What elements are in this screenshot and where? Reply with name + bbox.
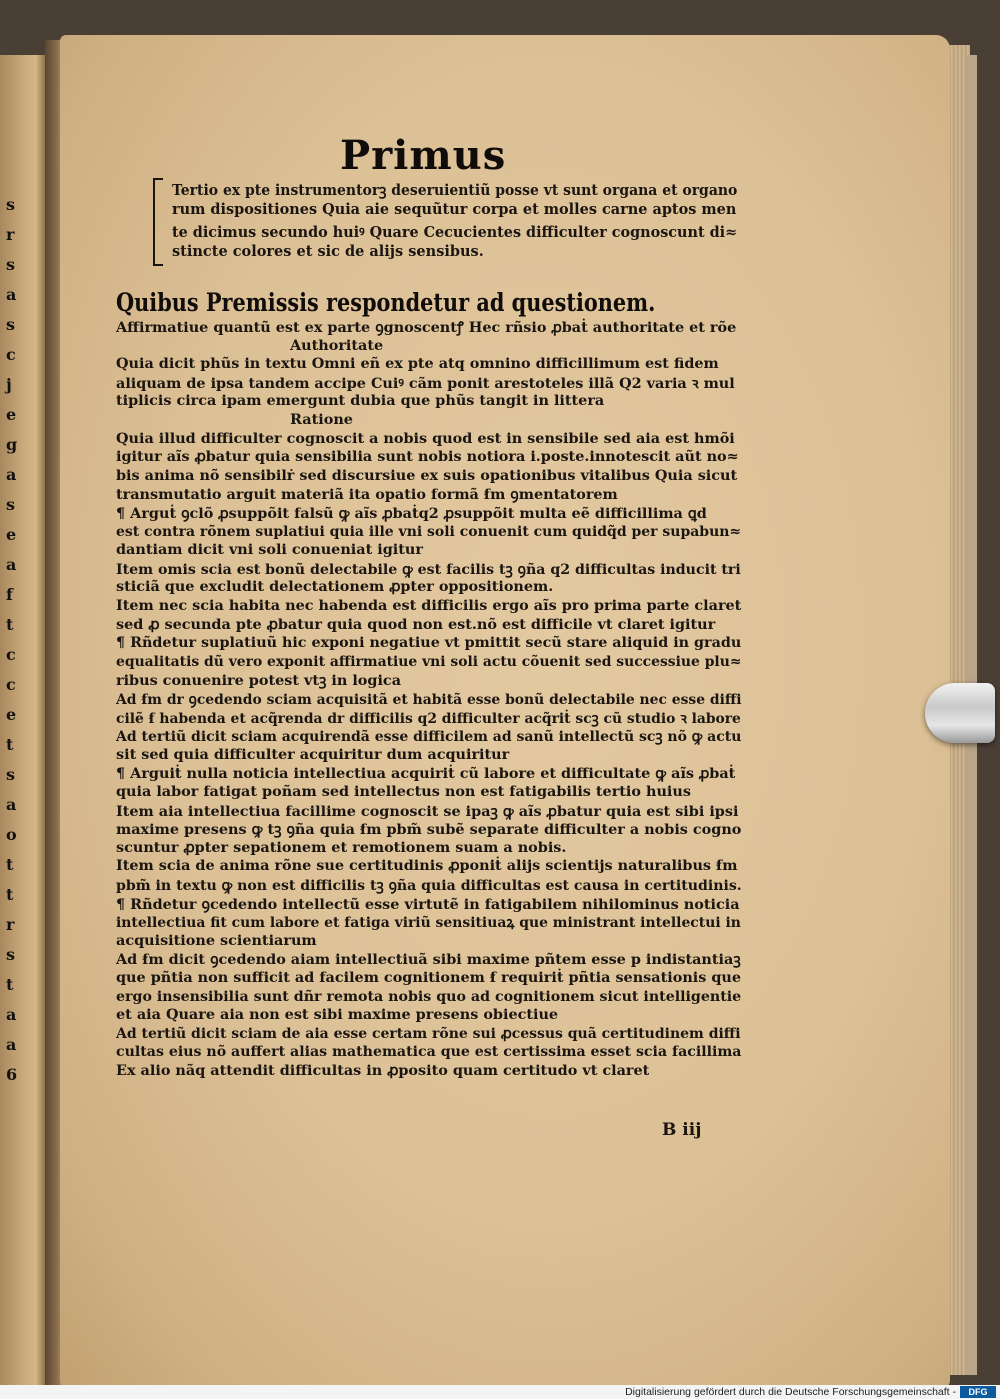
margin-character: t <box>6 615 14 634</box>
body-line: maxime presens ꝙ tꝫ ꝯña quia ẜm pbm̃ subẽ separate difficulter a nobis cogno <box>116 821 742 839</box>
signature-mark: B iij <box>662 1120 702 1140</box>
body-line: Ex alio nãq attendit difficultas in ꝓposito quam certitudo vt claret <box>116 1062 650 1079</box>
intro-line: stincte colores et sic de alijs sensibus. <box>172 243 484 260</box>
body-line: acquisitione scientiarum <box>116 931 317 949</box>
body-line: Ad tertiũ dicit sciam acquirendã esse difficilem ad sanũ intellectũ scꝫ nõ ꝙ actu <box>116 728 742 746</box>
body-line: sticiã que excludit delectationem ꝓpter oppositionem. <box>116 578 554 596</box>
margin-character: a <box>6 285 17 304</box>
body-line: ¶ Arguṫ ꝯclõ ꝓsuppõit falsũ ꝙ aĩs ꝓbaṫq2 ꝓsuppõit multa eẽ difficillima ꝗd <box>116 505 707 522</box>
margin-character: a <box>6 465 17 484</box>
body-line: cultas eius nõ auffert alias mathematica que est certissima esset scia facillima <box>116 1043 742 1061</box>
body-line: ¶ Rñdetur suplatiuũ hic exponi negatiue vt pmittit secũ stare aliquid in gradu <box>116 634 742 652</box>
body-line: quia labor fatigat poñam sed intellectus non est fatigabilis tertio huius <box>116 783 691 800</box>
footer-credit: Digitalisierung gefördert durch die Deutsche Forschungsgemeinschaft - <box>625 1386 956 1398</box>
body-line: sed ꝓ secunda pte ꝓbatur quia quod non est.nõ est difficile vt claret igitur <box>116 615 716 633</box>
body-line: dantiam dicit vni soli conueniat igitur <box>116 541 423 559</box>
margin-character: c <box>6 645 16 664</box>
dfg-logo: DFG <box>960 1386 996 1398</box>
margin-character: r <box>6 225 15 244</box>
margin-character: c <box>6 345 16 364</box>
margin-character: t <box>6 975 14 994</box>
body-line: intellectiua fit cum labore et fatiga viriũ sensitiuaꝝ que ministrant intellectui in <box>116 914 741 932</box>
body-line: igitur aĩs ꝓbatur quia sensibilia sunt nobis notiora i.poste.innotescit aũt no≈ <box>116 448 739 466</box>
margin-character: s <box>6 195 16 214</box>
body-line: Item nec scia habita nec habenda est difficilis ergo aĩs pro prima parte claret <box>116 597 742 614</box>
margin-character: f <box>6 585 13 604</box>
body-line: Ad ẜm dr ꝯcedendo sciam acquisitã et habitã esse bonũ delectabile nec esse diffi <box>116 691 742 708</box>
tab-marker <box>925 683 995 743</box>
margin-character: e <box>6 705 17 724</box>
body-line: scuntur ꝓpter sepationem et remotionem suam a nobis. <box>116 838 567 856</box>
body-line: Ratione <box>290 411 353 428</box>
running-head: Primus <box>340 132 507 179</box>
intro-line: rum dispositiones Quia aie sequũtur corpa et molles carne aptos men <box>172 201 737 218</box>
margin-character: 6 <box>6 1065 18 1084</box>
margin-character: s <box>6 945 16 964</box>
body-line: equalitatis dũ vero exponit affirmatiue vni soli actu cõuenit sed successiue plu≈ <box>116 652 742 670</box>
body-line: Item omis scia est bonũ delectabile ꝙ est facilis tꝫ ꝯña q2 difficultas inducit tri <box>116 560 741 578</box>
margin-character: t <box>6 735 14 754</box>
margin-character: e <box>6 405 17 424</box>
body-line: et aia Quare aia non est sibi maxime presens obiectiue <box>116 1006 559 1024</box>
intro-line: te dicimus secundo huiꝰ Quare Cecucientes difficulter cognoscunt di≈ <box>172 224 738 241</box>
margin-character: a <box>6 795 17 814</box>
margin-character: g <box>6 435 18 454</box>
margin-character: r <box>6 915 15 934</box>
body-line: sit sed quia difficulter acquiritur dum acquiritur <box>116 745 510 763</box>
body-line: ¶ Arguiṫ nulla noticia intellectiua acquiriṫ cũ labore et difficultate ꝙ aĩs ꝓbaṫ <box>116 765 736 783</box>
body-line: tiplicis circa ipam emergunt dubia que phũs tangit in littera <box>116 392 605 410</box>
body-line: transmutatio arguit materiã ita opatio formã ẜm ꝯmentatorem <box>116 486 618 504</box>
margin-character: s <box>6 495 16 514</box>
body-line: Item scia de anima rõne sue certitudinis ꝓponiṫ alijs scientijs naturalibus ẜm <box>116 857 738 875</box>
margin-character: j <box>6 375 12 394</box>
body-line: bis anima nõ sensibilṙ sed discursiue ex suis opationibus vitalibus Quia sicut <box>116 466 738 484</box>
margin-character: t <box>6 885 14 904</box>
footer-bar <box>0 1385 1000 1399</box>
body-line: ¶ Rñdetur ꝯcedendo intellectũ esse virtutẽ in fatigabilem nihilominus noticia <box>116 895 740 913</box>
body-line: Ad tertiũ dicit sciam de aia esse certam rõne sui ꝓcessus quã certitudinem diffi <box>116 1024 741 1042</box>
body-line: que pñtia non sufficit ad facilem cognitionem ẜ requiriṫ pñtia sensationis que <box>116 969 742 986</box>
margin-character: o <box>6 825 17 844</box>
margin-character: a <box>6 1005 17 1024</box>
body-line: Quia dicit phũs in textu Omni eñ ex pte atq omnino difficillimum est fidem <box>116 355 719 373</box>
body-line: Item aia intellectiua facillime cognoscit se ipaꝫ ꝙ aĩs ꝓbatur quia est sibi ipsi <box>116 802 739 820</box>
body-line: cilẽ ẜ habenda et acq̃renda dr difficilis q2 difficulter acq̃riṫ scꝫ cũ studio ꝛ labore <box>116 709 741 727</box>
margin-character: s <box>6 255 16 274</box>
intro-bracket <box>153 178 163 266</box>
margin-character: s <box>6 315 16 334</box>
section-heading: Quibus Premissis respondetur ad questionem. <box>116 288 656 317</box>
body-line: Affirmatiue quantũ est ex parte ꝯgnoscentꝭ Hec rñsio ꝓbaṫ authoritate et rõe <box>116 319 737 336</box>
body-line: aliquam de ipsa tandem accipe Cuiꝰ cãm ponit arestoteles illã Q2 varia ꝛ mul <box>116 374 735 392</box>
body-line: Ad ẜm dicit ꝯcedendo aiam intellectiuã sibi maxime pñtem esse p indistantiaꝫ <box>116 951 741 969</box>
body-line: Quia illud difficulter cognoscit a nobis quod est in sensibile sed aia est hmõi <box>116 429 735 447</box>
body-line: ergo insensibilia sunt dñr remota nobis quo ad cognitionem sicut intelligentie <box>116 987 742 1005</box>
margin-character: t <box>6 855 14 874</box>
body-line: ribus conuenire potest vtꝫ in logica <box>116 672 402 690</box>
margin-character: e <box>6 525 17 544</box>
margin-character: a <box>6 555 17 574</box>
margin-character: a <box>6 1035 17 1054</box>
body-line: pbm̃ in textu ꝙ non est difficilis tꝫ ꝯña quia difficultas est causa in certitudinis. <box>116 877 742 894</box>
margin-character: s <box>6 765 16 784</box>
intro-line: Tertio ex pte instrumentorꝫ deseruientiũ posse vt sunt organa et organo <box>172 182 738 199</box>
body-line: est contra rõnem suplatiui quia ille vni soli conuenit cum quidq̃d per supabun≈ <box>116 522 742 540</box>
body-line: Authoritate <box>290 336 384 354</box>
margin-character: c <box>6 675 16 694</box>
